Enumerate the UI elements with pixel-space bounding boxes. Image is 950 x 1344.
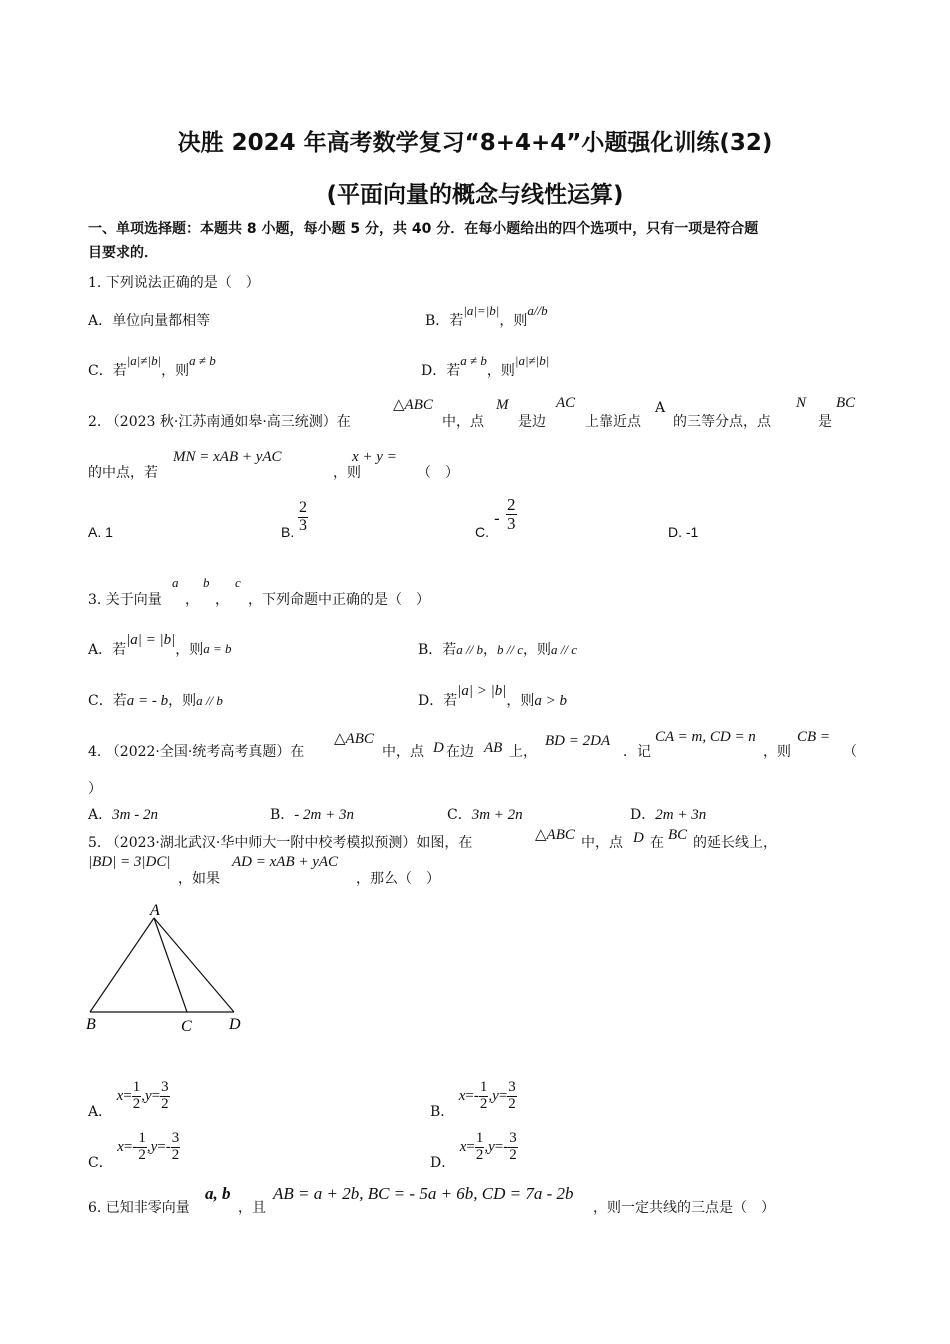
q3-a-mid: ，则 bbox=[175, 642, 204, 658]
q5-c-eq1: = bbox=[123, 1138, 133, 1155]
q6-math-ab: a, b bbox=[205, 1184, 231, 1203]
section-heading-line1: 一、单项选择题：本题共 8 小题，每小题 5 分，共 40 分．在每小题给出的四个选项中，只有一项是符合题 bbox=[88, 221, 759, 237]
q3-comma-1: ， bbox=[185, 592, 199, 608]
q2-option-c-label: C. bbox=[475, 524, 489, 540]
figure-label-A: A bbox=[150, 902, 160, 919]
q3-a-prefix: A．若 bbox=[88, 642, 127, 658]
q3-d-prefix: D．若 bbox=[418, 693, 458, 709]
q1-b-math2: a//b bbox=[527, 303, 548, 318]
q4-text-8: ） bbox=[88, 781, 102, 797]
page-subtitle: (平面向量的概念与线性运算) bbox=[326, 182, 624, 208]
q1-d-math2: |a|≠|b| bbox=[514, 353, 550, 368]
q4-option-c bbox=[447, 804, 523, 824]
q5-b-expression bbox=[458, 1079, 517, 1112]
q5-b-x-num: 1 bbox=[479, 1079, 488, 1095]
q2-math-M: M bbox=[496, 397, 509, 413]
figure-label-D: D bbox=[229, 1016, 241, 1033]
q5-c-expression bbox=[117, 1130, 180, 1163]
figure-label-C: C bbox=[181, 1018, 192, 1035]
q4-text-2: 中，点 bbox=[382, 744, 424, 760]
q4-option-a bbox=[88, 804, 158, 824]
q5-math-D: D bbox=[633, 830, 644, 846]
q3-b-mid1: ， bbox=[483, 642, 498, 658]
q4-a-label: A． bbox=[88, 807, 113, 823]
q3-d-math1: |a| > |b| bbox=[457, 683, 507, 699]
q5-c-x-den: 2 bbox=[138, 1146, 146, 1163]
q5-math-triangle: △ABC bbox=[535, 827, 575, 843]
q5-c-neg1: - bbox=[132, 1138, 138, 1155]
q4-c-label: C． bbox=[447, 807, 472, 823]
q4-text-6: ，则 bbox=[763, 744, 791, 760]
q4-text-5: ．记 bbox=[623, 744, 651, 760]
q2-math-N: N bbox=[796, 395, 807, 411]
q3-math-c: c bbox=[235, 575, 241, 590]
q5-c-label: C． bbox=[88, 1154, 113, 1171]
q3-b-math3: a // c bbox=[551, 642, 578, 657]
q5-d-sep: , bbox=[484, 1138, 489, 1155]
q2-text-1: 2. （2023 秋·江苏南通如皋·高三统测）在 bbox=[88, 414, 351, 430]
q5-c-sep: , bbox=[146, 1138, 151, 1155]
q5-b-x-den: 2 bbox=[479, 1095, 488, 1112]
q4-d-math: 2m + 3n bbox=[655, 807, 707, 823]
section-heading-line2: 目要求的． bbox=[88, 245, 158, 261]
q5-math-BC: BC bbox=[668, 827, 688, 843]
q4-math-D: D bbox=[433, 740, 444, 756]
q1-b-mid: ，则 bbox=[499, 313, 528, 329]
q5-b-eq2: = bbox=[498, 1087, 508, 1104]
q1-b-prefix: B．若 bbox=[425, 313, 464, 329]
q5-c-y-num: 3 bbox=[171, 1130, 180, 1146]
q4-math-AB: AB bbox=[484, 740, 503, 756]
q4-text-7: （ bbox=[843, 744, 857, 760]
q5-d-y-num: 3 bbox=[509, 1130, 517, 1146]
q2-option-a: A. 1 bbox=[88, 524, 113, 540]
q4-text-4: 上， bbox=[509, 744, 537, 760]
q3-option-b bbox=[418, 639, 577, 659]
q4-math-triangle: △ABC bbox=[334, 731, 374, 747]
q2-math-AC: AC bbox=[556, 395, 576, 411]
q5-c-neg2: - bbox=[165, 1138, 171, 1155]
q5-a-expression bbox=[116, 1079, 170, 1112]
q3-d-mid: ，则 bbox=[506, 693, 535, 709]
q5-a-label: A． bbox=[88, 1103, 113, 1120]
q4-math-CA-CD: CA = m, CD = n bbox=[655, 729, 756, 745]
q3-option-c bbox=[88, 690, 223, 710]
q5-b-y-den: 2 bbox=[508, 1095, 516, 1112]
q5-text-1: 5. （2023·湖北武汉·华中师大一附中校考模拟预测）如图，在 bbox=[88, 835, 473, 851]
q2-c-denominator: 3 bbox=[507, 513, 516, 533]
q5-d-neg: - bbox=[503, 1138, 509, 1155]
q1-c-mid: ，则 bbox=[161, 363, 190, 379]
q1-d-prefix: D．若 bbox=[421, 363, 461, 379]
q1-c-prefix: C．若 bbox=[88, 363, 127, 379]
q3-comma-2: ， bbox=[215, 592, 229, 608]
q3-math-a: a bbox=[172, 575, 179, 590]
q3-b-math1: a // b bbox=[456, 642, 484, 657]
q5-math-condition: |BD| = 3|DC| bbox=[88, 854, 171, 870]
q5-b-y-num: 3 bbox=[508, 1079, 516, 1095]
q4-a-math: 3m - 2n bbox=[112, 807, 158, 823]
q4-option-b bbox=[270, 804, 354, 824]
q1-d-math1: a ≠ b bbox=[460, 353, 487, 368]
q5-d-label: D． bbox=[430, 1154, 456, 1171]
q5-d-expression bbox=[459, 1130, 518, 1163]
q3-b-prefix: B．若 bbox=[418, 642, 457, 658]
q1-stem: 1. 下列说法正确的是（ ） bbox=[88, 275, 260, 291]
q5-a-x-num: 1 bbox=[132, 1079, 141, 1095]
q5-c-y: y bbox=[150, 1138, 158, 1155]
q2-option-c-sign: - bbox=[494, 509, 500, 529]
q5-a-eq2: = bbox=[151, 1087, 161, 1104]
q5-text-4: 的延长线上， bbox=[693, 835, 777, 851]
q5-option-b bbox=[430, 1079, 517, 1120]
q5-b-label: B． bbox=[430, 1103, 455, 1120]
q5-d-x-num: 1 bbox=[475, 1130, 484, 1146]
q3-b-mid2: ，则 bbox=[523, 642, 552, 658]
q4-text-3: 在边 bbox=[446, 744, 474, 760]
q5-d-eq1: = bbox=[466, 1138, 475, 1155]
q2-b-denominator: 3 bbox=[299, 516, 307, 534]
q5-c-y-den: 2 bbox=[171, 1146, 180, 1163]
q5-a-x: x bbox=[116, 1087, 124, 1104]
q5-d-x-den: 2 bbox=[475, 1146, 484, 1163]
q1-d-mid: ，则 bbox=[486, 363, 515, 379]
q2-c-numerator: 2 bbox=[507, 495, 516, 514]
q2-line2-text-1: 的中点，若 bbox=[88, 465, 158, 481]
q4-math-CB: CB = bbox=[797, 729, 831, 745]
q5-text-3: 在 bbox=[650, 835, 664, 851]
q3-a-math2: a = b bbox=[203, 641, 232, 656]
q5-text-2: 中，点 bbox=[581, 835, 623, 851]
q3-c-prefix: C．若 bbox=[88, 693, 127, 709]
figure-segment-AC bbox=[154, 918, 187, 1012]
q2-b-numerator: 2 bbox=[299, 499, 307, 516]
q2-line2-text-3: （ ） bbox=[417, 465, 459, 481]
q4-b-math: - 2m + 3n bbox=[294, 807, 354, 823]
q1-c-math1: |a|≠|b| bbox=[126, 353, 162, 368]
q6-math-equation: AB = a + 2b, BC = - 5a + 6b, CD = 7a - 2b bbox=[273, 1184, 574, 1203]
q5-option-c bbox=[88, 1130, 180, 1171]
q5-c-x: x bbox=[117, 1138, 124, 1155]
q2-option-b-fraction bbox=[298, 500, 308, 535]
q2-text-3: 是边 bbox=[518, 414, 546, 430]
q5-a-eq1: = bbox=[123, 1087, 132, 1104]
q1-option-b bbox=[425, 300, 548, 329]
q3-d-math2: a > b bbox=[534, 693, 567, 709]
q5-b-sep: , bbox=[488, 1087, 493, 1104]
q1-option-d bbox=[421, 350, 550, 379]
q3-a-math1: |a| = |b| bbox=[126, 632, 176, 648]
q5-option-a bbox=[88, 1079, 170, 1120]
q5-math-equation: AD = xAB + yAC bbox=[232, 854, 339, 870]
q4-math-BD: BD = 2DA bbox=[545, 733, 611, 749]
q2-math-xy: x + y = bbox=[352, 449, 397, 465]
q4-d-label: D． bbox=[630, 807, 656, 823]
q3-text-1: 3. 关于向量 bbox=[88, 592, 162, 608]
q5-a-sep: , bbox=[141, 1087, 145, 1104]
q5-c-eq2: = bbox=[157, 1138, 166, 1155]
q1-option-a: A．单位向量都相等 bbox=[88, 313, 211, 329]
q4-c-math: 3m + 2n bbox=[471, 807, 523, 823]
q3-option-a bbox=[88, 629, 232, 658]
q3-c-mid: ，则 bbox=[168, 693, 197, 709]
q3-math-b: b bbox=[203, 575, 210, 590]
triangle-figure bbox=[80, 896, 260, 1040]
q5-d-eq2: = bbox=[494, 1138, 504, 1155]
q5-b-x: x bbox=[458, 1087, 466, 1104]
q2-line2-text-2: ，则 bbox=[333, 465, 361, 481]
q6-text-1: 6. 已知非零向量 bbox=[88, 1200, 190, 1216]
q6-text-2: ，且 bbox=[238, 1200, 266, 1216]
q1-option-c bbox=[88, 350, 216, 379]
q2-option-c-fraction bbox=[506, 496, 517, 533]
q1-b-math1: |a|=|b| bbox=[463, 303, 500, 318]
q2-math-equation: MN = xAB + yAC bbox=[173, 449, 282, 465]
q1-c-math2: a ≠ b bbox=[189, 353, 216, 368]
q5-option-d bbox=[430, 1130, 518, 1171]
q2-math-BC: BC bbox=[836, 395, 856, 411]
q5-d-x: x bbox=[459, 1138, 467, 1155]
q6-text-3: ，则一定共线的三点是（ ） bbox=[593, 1200, 775, 1216]
q5-text-6: ，那么（ ） bbox=[356, 871, 440, 887]
q5-b-y: y bbox=[492, 1087, 499, 1104]
q3-option-d bbox=[418, 680, 567, 709]
q2-math-triangle: △ABC bbox=[393, 397, 433, 413]
q4-text-1: 4. （2022·全国·统考高考真题）在 bbox=[88, 744, 305, 760]
q2-text-2: 中，点 bbox=[442, 414, 484, 430]
q5-text-5: ，如果 bbox=[178, 871, 220, 887]
q5-b-neg: - bbox=[473, 1087, 479, 1104]
q5-a-y: y bbox=[144, 1087, 152, 1104]
q5-a-y-den: 2 bbox=[161, 1095, 169, 1112]
q4-option-d bbox=[630, 804, 706, 824]
figure-side-AD bbox=[154, 918, 234, 1012]
q5-d-y-den: 2 bbox=[509, 1146, 517, 1163]
q2-text-4: 上靠近点 bbox=[585, 414, 641, 430]
page-title: 决胜 2024 年高考数学复习“8+4+4”小题强化训练(32) bbox=[177, 130, 773, 156]
figure-label-B: B bbox=[86, 1016, 96, 1033]
q3-c-math1: a = - b bbox=[126, 693, 169, 709]
q2-math-A: A bbox=[655, 400, 666, 416]
q4-b-label: B． bbox=[270, 807, 295, 823]
q2-option-d: D. -1 bbox=[668, 524, 699, 540]
q2-text-6: 是 bbox=[818, 414, 832, 430]
figure-side-AB bbox=[90, 918, 154, 1012]
q2-option-b-label: B. bbox=[281, 524, 295, 540]
q2-text-5: 的三等分点，点 bbox=[673, 414, 771, 430]
q5-b-eq1: = bbox=[465, 1087, 474, 1104]
q3-text-2: ，下列命题中正确的是（ ） bbox=[248, 592, 430, 608]
q5-c-x-num: 1 bbox=[138, 1130, 146, 1146]
q5-a-y-num: 3 bbox=[161, 1079, 169, 1095]
q5-a-x-den: 2 bbox=[132, 1095, 141, 1112]
q3-c-math2: a // b bbox=[196, 693, 223, 708]
q3-b-math2: b // c bbox=[497, 642, 524, 657]
q5-d-y: y bbox=[488, 1138, 495, 1155]
